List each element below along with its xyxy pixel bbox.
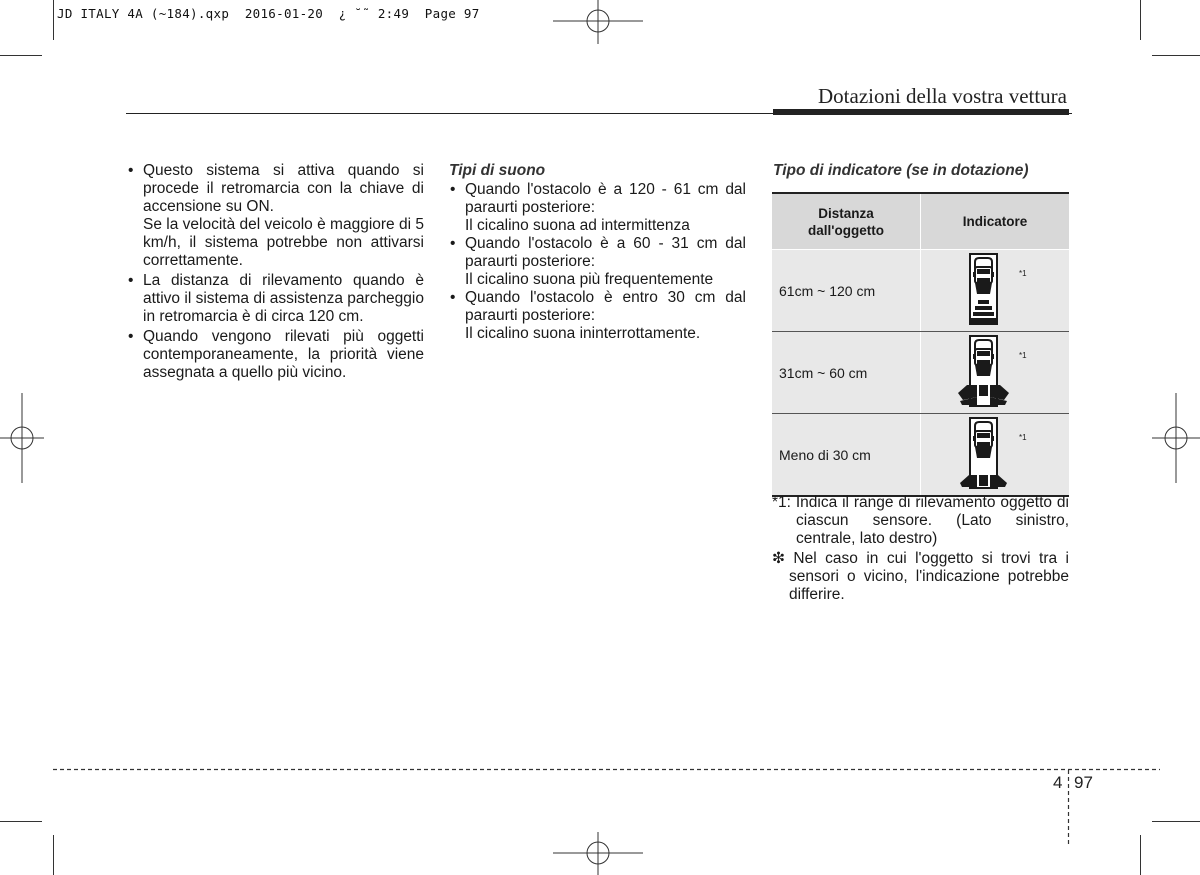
footnote: *1: Indica il range di rilevamento oggetto di ciascun sensore. (Lato sinistro, centrale, lato destro): [772, 494, 1069, 547]
chapter-number: 4: [1053, 773, 1063, 792]
list-item: • La distanza di rilevamento quando è attivo il sistema di assistenza parcheggio in retromarcia è di circa 120 cm.: [127, 272, 424, 326]
column-1: [127, 162, 424, 382]
list-item-note: Il cicalino suona ininterrottamente.: [465, 325, 701, 342]
header-rule-bar: [773, 109, 1069, 115]
parking-indicator-icon: [955, 333, 1035, 409]
subsection-title: Tipi di suono: [449, 162, 546, 179]
crop-mark: [1152, 821, 1200, 822]
distance-cell: 31cm ~ 60 cm: [772, 332, 921, 414]
footnote-marker: *1: [1019, 351, 1027, 360]
section-title: Dotazioni della vostra vettura: [818, 84, 1067, 108]
list-item-note: Il cicalino suona ad intermittenza: [465, 217, 690, 234]
table-header-row: [772, 193, 1069, 250]
crop-mark: [1152, 55, 1200, 56]
crop-mark: [53, 835, 54, 875]
column-header-distance: Distanza dall'oggetto: [772, 193, 921, 250]
registration-mark-right: [1152, 393, 1200, 483]
footnotes: [772, 494, 1069, 606]
indicator-cell: [921, 414, 1070, 497]
list-item: • Quando l'ostacolo è a 60 - 31 cm dal paraurti posteriore:: [449, 235, 746, 271]
note: ❇ Nel caso in cui l'oggetto si trovi tra i sensori o vicino, l'indicazione potrebbe differire.: [772, 550, 1069, 603]
print-slug: JD ITALY 4A (~184).qxp 2016-01-20 ¿ ˘˜ 2:49 Page 97: [57, 6, 480, 21]
parking-indicator-icon: [955, 415, 1035, 491]
distance-cell: Meno di 30 cm: [772, 414, 921, 497]
indicator-table: [772, 192, 1069, 497]
list-item-note: Se la velocità del veicolo è maggiore di 5 km/h, il sistema potrebbe non attivarsi correttamente.: [143, 216, 424, 269]
table-row: [772, 250, 1069, 332]
footnote-marker: *1: [1019, 433, 1027, 442]
crop-mark: [1140, 835, 1141, 875]
list-item: • Quando l'ostacolo è a 120 - 61 cm dal paraurti posteriore:: [449, 181, 746, 217]
registration-mark-left: [0, 393, 44, 483]
registration-mark-bottom: [553, 832, 643, 875]
column-2: [449, 162, 746, 343]
list-item: • Quando vengono rilevati più oggetti contemporaneamente, la priorità viene assegnata a quello più vicino.: [127, 328, 424, 382]
footnote-marker: *1: [1019, 269, 1027, 278]
footer-dashed-divider: [1067, 770, 1071, 844]
table-row: [772, 332, 1069, 414]
list-item: • Questo sistema si attiva quando si procede il retromarcia con la chiave di accensione su ON.: [127, 162, 424, 216]
registration-mark-top: [553, 0, 643, 44]
crop-mark: [53, 0, 54, 40]
list-item-note: Il cicalino suona più frequentemente: [465, 271, 714, 288]
crop-mark: [0, 821, 42, 822]
crop-mark: [1140, 0, 1141, 40]
parking-indicator-icon: [955, 251, 1035, 327]
footer-dashed-rule: [53, 768, 1160, 772]
page-number: 97: [1074, 773, 1093, 792]
list-item: • Quando l'ostacolo è entro 30 cm dal paraurti posteriore:: [449, 289, 746, 325]
crop-mark: [0, 55, 42, 56]
distance-cell: 61cm ~ 120 cm: [772, 250, 921, 332]
table-row: [772, 414, 1069, 497]
column-header-indicator: Indicatore: [921, 193, 1070, 250]
indicator-cell: [921, 250, 1070, 332]
subsection-title: Tipo di indicatore (se in dotazione): [773, 162, 1029, 179]
indicator-cell: [921, 332, 1070, 414]
